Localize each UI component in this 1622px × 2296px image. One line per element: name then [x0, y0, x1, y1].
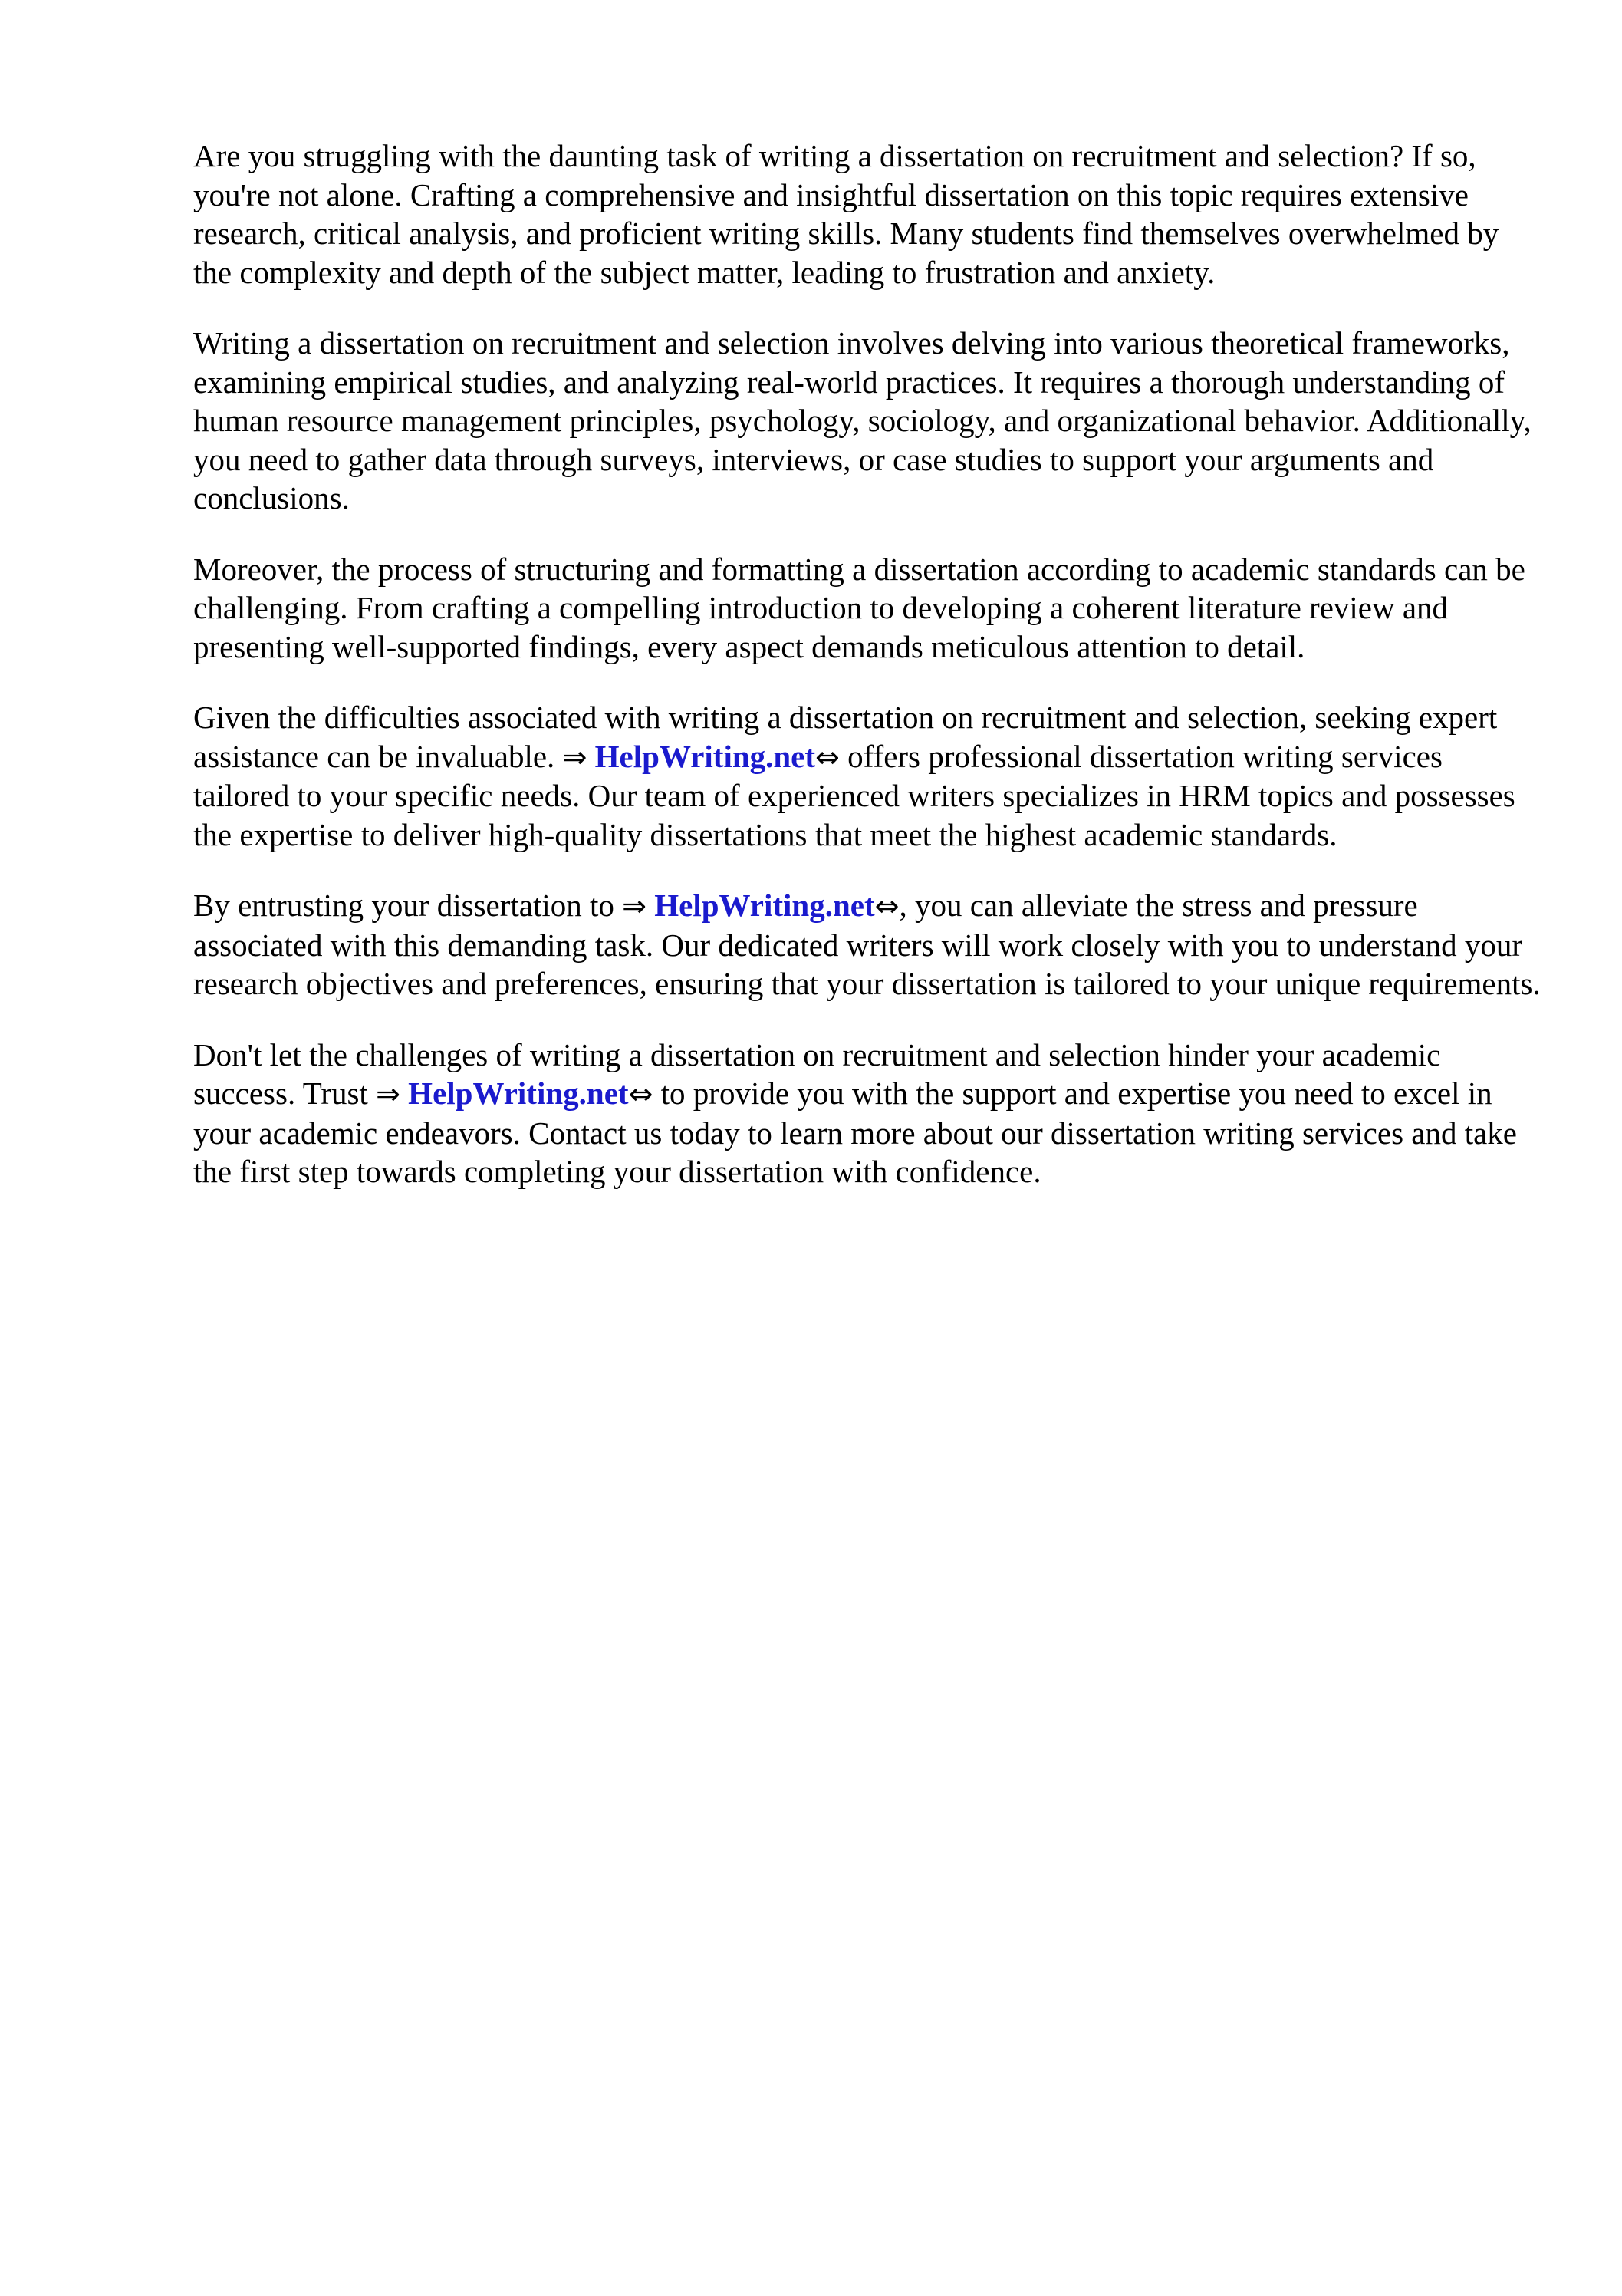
paragraph-scope [193, 324, 1543, 518]
right-double-arrow-icon: ⇒ [376, 1077, 400, 1111]
paragraph-text: Are you struggling with the daunting task of writing a dissertation on recruitment and selection? If so, you're not alone. Crafting a comprehensive and insightful dissertation on this topic requires extensive research, critical analysis, and proficient writing skills. Many students find themselves overwhelmed by the complexity and depth of the subject matter, leading to frustration and anxiety. [193, 138, 1499, 290]
paragraph-text: Don't let the challenges of writing a dissertation on recruitment and selection hinder your academic success. Trust [193, 1036, 1441, 1111]
document-body [193, 137, 1543, 1224]
helpwriting-link[interactable]: HelpWriting.net [594, 738, 816, 774]
left-right-double-arrow-icon: ⇔ [874, 889, 900, 923]
paragraph-intro [193, 137, 1543, 292]
paragraph-text: Given the difficulties associated with writing a dissertation on recruitment and selection, seeking expert assistance can be invaluable. [193, 700, 1498, 774]
paragraph-assistance [193, 698, 1543, 854]
paragraph-text: Moreover, the process of structuring and formatting a dissertation according to academic standards can be challenging. From crafting a compelling introduction to developing a coherent literature review and presenting well-supported findings, every aspect demands meticulous attention to detail. [193, 551, 1525, 664]
paragraph-structure [193, 550, 1543, 667]
paragraph-text: to provide you with the support and expertise you need to excel in your academic endeavors. Contact us today to learn more about our dissertation writing services and take the first step towards completing your dissertation with confidence. [193, 1076, 1518, 1189]
paragraph-entrusting [193, 886, 1543, 1003]
right-double-arrow-icon: ⇒ [562, 740, 587, 774]
paragraph-text: Writing a dissertation on recruitment and selection involves delving into various theoretical frameworks, examining empirical studies, and analyzing real-world practices. It requires a thorough understanding of human resource management principles, psychology, sociology, and organizational behavior. Additionally, you need to gather data through surveys, interviews, or case studies to support your arguments and conclusions. [193, 325, 1532, 516]
paragraph-closing [193, 1036, 1543, 1191]
helpwriting-link[interactable]: HelpWriting.net [408, 1076, 629, 1111]
paragraph-text: , you can alleviate the stress and pressure associated with this demanding task. Our dedicated writers will work closely with you to understand your research objectives and preferences, ensuring that your dissertation is tailored to your unique requirements. [193, 888, 1541, 1001]
left-right-double-arrow-icon: ⇔ [815, 740, 840, 774]
right-double-arrow-icon: ⇒ [622, 889, 646, 923]
left-right-double-arrow-icon: ⇔ [628, 1077, 653, 1111]
helpwriting-link[interactable]: HelpWriting.net [654, 888, 875, 923]
paragraph-text: offers professional dissertation writing services tailored to your specific needs. Our team of experienced writers specializes in HRM topics and possesses the expertise to deliver high-quality dissertations that meet the highest academic standards. [193, 738, 1515, 852]
paragraph-text: By entrusting your dissertation to [193, 888, 623, 923]
